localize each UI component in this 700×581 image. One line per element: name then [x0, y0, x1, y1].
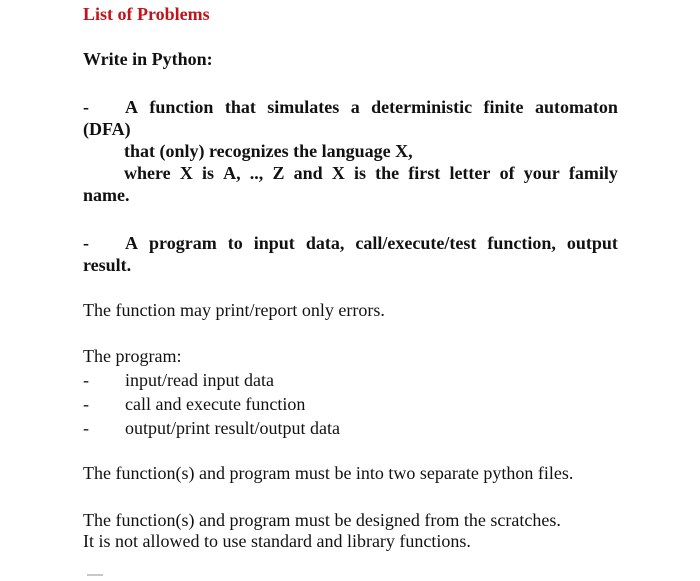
library-note: It is not allowed to use standard and library functions. [83, 531, 471, 551]
word: to [227, 233, 243, 253]
word: a [350, 97, 360, 117]
function-note: The function may print/report only errors. [83, 300, 385, 320]
word: .., [249, 163, 264, 183]
partial-bottom-mark [87, 574, 103, 576]
word: X [331, 163, 345, 183]
task-1-line-5: name. [83, 185, 130, 205]
step-text: input/read input data [125, 370, 274, 390]
word: input [253, 233, 295, 253]
files-note: The function(s) and program must be into two separate python files. [83, 463, 574, 483]
step-dash: - [83, 370, 89, 390]
word: Z [272, 163, 285, 183]
task-1-fourth-line [124, 162, 618, 184]
word: and [293, 163, 323, 183]
task-2-line-2: result. [83, 255, 132, 275]
scratch-note: The function(s) and program must be designed from the scratches. [83, 510, 561, 530]
program-heading: The program: [83, 346, 182, 366]
word: finite [483, 97, 524, 117]
word: family [568, 163, 618, 183]
word: X [179, 163, 193, 183]
word: data, [305, 233, 345, 253]
step-dash: - [83, 394, 89, 414]
word: letter [449, 163, 491, 183]
step-dash: - [83, 418, 89, 438]
word: your [523, 163, 560, 183]
word: function, [487, 233, 556, 253]
document-title: List of Problems [83, 4, 210, 24]
word: A [125, 233, 138, 253]
word: that [224, 97, 256, 117]
word: the [375, 163, 400, 183]
word: simulates [267, 97, 340, 117]
task-2-dash: - [83, 233, 89, 253]
step-text: output/print result/output data [125, 418, 340, 438]
step-text: call and execute function [125, 394, 306, 414]
task-2-first-line [125, 232, 618, 254]
word: program [149, 233, 217, 253]
word: is [353, 163, 366, 183]
word: A, [223, 163, 241, 183]
word: is [201, 163, 214, 183]
word: first [408, 163, 441, 183]
word: A [125, 97, 138, 117]
intro-text: Write in Python: [83, 49, 213, 69]
task-1-first-line [125, 96, 618, 118]
word: deterministic [371, 97, 473, 117]
word: function [149, 97, 214, 117]
task-1-line-3: that (only) recognizes the language X, [124, 141, 413, 161]
word: call/execute/test [355, 233, 477, 253]
task-1-dash: - [83, 97, 89, 117]
word: where [124, 163, 171, 183]
word: of [499, 163, 515, 183]
word: output [566, 233, 618, 253]
task-1-line-2: (DFA) [83, 119, 131, 139]
word: automaton [534, 97, 618, 117]
